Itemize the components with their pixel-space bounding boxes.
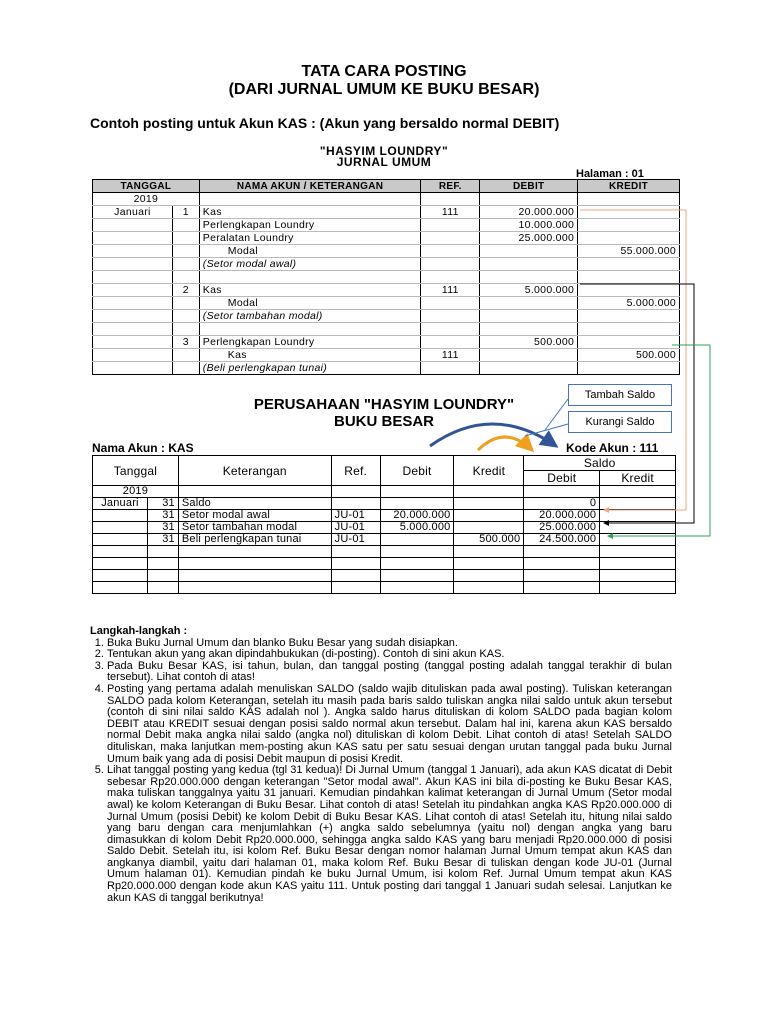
ledger-saldo-debit: 20.000.000 [524, 510, 600, 522]
jurnal-akun: (Setor tambahan modal) [199, 310, 421, 323]
jurnal-ref: 111 [421, 349, 480, 362]
jurnal-akun: Perlengkapan Loundry [199, 219, 421, 232]
steps-section [90, 626, 672, 904]
posting-example-subtitle: Contoh posting untuk Akun KAS : (Akun yang bersaldo normal DEBIT) [90, 115, 560, 131]
ledger-ref: JU-01 [331, 522, 380, 534]
steps-heading: Langkah-langkah : [90, 625, 188, 637]
jurnal-company-name: "HASYIM LOUNDRY" [319, 144, 449, 158]
ledger-day: 31 [147, 510, 178, 522]
ledger-col-ref: Ref. [331, 456, 380, 486]
ledger-month: Januari [93, 498, 148, 510]
ledger-col-saldo-debit: Debit [524, 471, 600, 486]
jurnal-akun: Peralatan Loundry [199, 232, 421, 245]
jurnal-debit: 10.000.000 [480, 219, 578, 232]
callout-kurangi-saldo: Kurangi Saldo [568, 411, 672, 433]
jurnal-col-debit: DEBIT [480, 180, 578, 193]
ledger-account-code: Kode Akun : 111 [566, 441, 659, 455]
ledger-col-saldo-kredit: Kredit [600, 471, 676, 486]
jurnal-akun: Perlengkapan Loundry [199, 336, 421, 349]
step-item: 2. Tentukan akun yang akan dipindahbukukan (di-posting). Contoh di sini akun KAS. [107, 649, 672, 661]
arrow-beli-perlengkapan [608, 345, 710, 536]
jurnal-kredit: 5.000.000 [578, 297, 680, 310]
ledger-ref: JU-01 [331, 510, 380, 522]
jurnal-col-ref: REF. [421, 180, 480, 193]
ledger-day: 31 [147, 534, 178, 546]
jurnal-debit: 500.000 [480, 336, 578, 349]
jurnal-akun: Kas [199, 284, 421, 297]
ledger-saldo-debit: 25.000.000 [524, 522, 600, 534]
ledger-day: 31 [147, 498, 178, 510]
page-title-sub: (DARI JURNAL UMUM KE BUKU BESAR) [228, 81, 540, 98]
ledger-kredit: 500.000 [454, 534, 524, 546]
jurnal-debit: 20.000.000 [480, 206, 578, 219]
ledger-day: 31 [147, 522, 178, 534]
ledger-company-name: PERUSAHAAN "HASYIM LOUNDRY" [253, 396, 515, 413]
jurnal-day: 1 [172, 206, 199, 219]
ledger-year: 2019 [93, 486, 179, 498]
steps-list [90, 638, 672, 905]
jurnal-col-kredit: KREDIT [578, 180, 680, 193]
ledger-saldo-debit: 0 [524, 498, 600, 510]
jurnal-akun: Modal [199, 297, 421, 310]
ledger-col-keterangan: Keterangan [178, 456, 331, 486]
ledger-keterangan: Beli perlengkapan tunai [178, 534, 331, 546]
jurnal-month: Januari [93, 206, 173, 219]
step-item: 5. Lihat tanggal posting yang kedua (tgl 31 kedua)! Di Jurnal Umum (tanggal 1 Januari), ada akun KAS dicatat di Debit sebesar Rp20.000.000 dengan keterangan "Setor modal awal". Akun KAS ini bila di-posting ke Buku Besar KAS, maka tuliskan tanggalnya yaitu 31 januari. Kemudian pindahkan kalimat keterangan di Jurnal Umum (Setor modal awal) ke kolom Keterangan di Buku Besar. Lihat contoh di atas! Setelah itu pindahkan angka KAS Rp20.000.000 di Jurnal Umum (posisi Debit) ke kolom Debit di Buku Besar KAS. Lihat contoh di atas! Setelah itu, hitung nilai saldo yang baru dengan cara menjumlahkan (+) angka saldo sebelumnya (yaitu nol) dengan angka yang baru dimasukkan di kolom Debit Rp20.000.000, sehingga angka saldo KAS yang baru menjadi Rp20.000.000 di posisi Saldo Debit. Setelah itu, isi kolom Ref. Buku Besar dengan nomor halaman Jurnal Umum tempat akun KAS dan angkanya diambil, yaitu dari halaman 01, maka kolom Ref. Buku Besar di tuliskan dengan kode JU-01 (Jurnal Umum halaman 01). Kemudian pindah ke buku Jurnal Umum, isi kolom Ref. Jurnal Umum tempat akun KAS Rp20.000.000 dengan kode akun KAS yaitu 111. Untuk posting dari tanggal 1 Januari sudah selesai. Lanjutkan ke akun KAS di tanggal berikutnya! [107, 765, 672, 904]
ledger-saldo-debit: 24.500.000 [524, 534, 600, 546]
arrow-setor-tambahan-modal [580, 284, 694, 523]
callout-tambah-saldo: Tambah Saldo [568, 384, 672, 406]
jurnal-debit: 5.000.000 [480, 284, 578, 297]
arrow-setor-modal-awal [580, 210, 686, 510]
jurnal-page-number: Halaman : 01 [576, 168, 644, 180]
ledger-col-saldo: Saldo [524, 456, 676, 471]
ledger-ref: JU-01 [331, 534, 380, 546]
ledger-debit: 5.000.000 [380, 522, 454, 534]
jurnal-akun: (Setor modal awal) [199, 258, 421, 271]
ledger-keterangan: Saldo [178, 498, 331, 510]
ledger-col-debit: Debit [380, 456, 454, 486]
jurnal-col-akun: NAMA AKUN / KETERANGAN [199, 180, 421, 193]
curve-tambah-saldo [430, 424, 556, 446]
jurnal-kredit: 500.000 [578, 349, 680, 362]
ledger-col-kredit: Kredit [454, 456, 524, 486]
ledger-title: BUKU BESAR [333, 413, 434, 430]
ledger-account-name: Nama Akun : KAS [92, 441, 194, 455]
jurnal-ref: 111 [421, 206, 480, 219]
ledger-debit: 20.000.000 [380, 510, 454, 522]
step-item: 3. Pada Buku Besar KAS, isi tahun, bulan, dan tanggal posting (tanggal posting adalah tanggal terakhir di bulan tersebut). Lihat contoh di atas! [107, 661, 672, 684]
jurnal-akun: Kas [199, 206, 421, 219]
jurnal-day: 3 [172, 336, 199, 349]
jurnal-title: JURNAL UMUM [336, 155, 432, 169]
jurnal-year: 2019 [93, 193, 200, 206]
curve-kurangi-saldo [478, 437, 532, 450]
step-item: 1. Buka Buku Jurnal Umum dan blanko Buku Besar yang sudah disiapkan. [107, 638, 672, 650]
jurnal-day: 2 [172, 284, 199, 297]
jurnal-akun: Modal [199, 245, 421, 258]
jurnal-akun: Kas [199, 349, 421, 362]
jurnal-debit: 25.000.000 [480, 232, 578, 245]
jurnal-col-tanggal: TANGGAL [93, 180, 200, 193]
ledger-keterangan: Setor modal awal [178, 510, 331, 522]
ledger-col-tanggal: Tanggal [93, 456, 179, 486]
page-title: TATA CARA POSTING [301, 63, 467, 80]
step-item: 4. Posting yang pertama adalah menuliskan SALDO (saldo wajib dituliskan pada awal posting). Tuliskan keterangan SALDO pada kolom Keterangan, setelah itu masih pada baris saldo tuliskan angka nilai saldo untuk akun tersebut (contoh di sini nilai saldo KAS adalah nol ). Angka saldo harus dituliskan di kolom SALDO pada bagian kolom DEBIT atau KREDIT sesuai dengan posisi saldo normal akun tersebut. Dalam hal ini, karena akun KAS bersaldo normal Debit maka angka nilai saldo (angka nol) dituliskan di kolom Debit. Lihat contoh di atas! Setelah SALDO dituliskan, maka lanjutkan mem-posting akun KAS satu per satu sesuai dengan urutan tanggal pada buku Jurnal Umum baik yang ada di posisi Debit maupun di posisi Kredit. [107, 684, 672, 765]
jurnal-ref: 111 [421, 284, 480, 297]
jurnal-akun: (Beli perlengkapan tunai) [199, 362, 421, 375]
jurnal-kredit: 55.000.000 [578, 245, 680, 258]
ledger-keterangan: Setor tambahan modal [178, 522, 331, 534]
